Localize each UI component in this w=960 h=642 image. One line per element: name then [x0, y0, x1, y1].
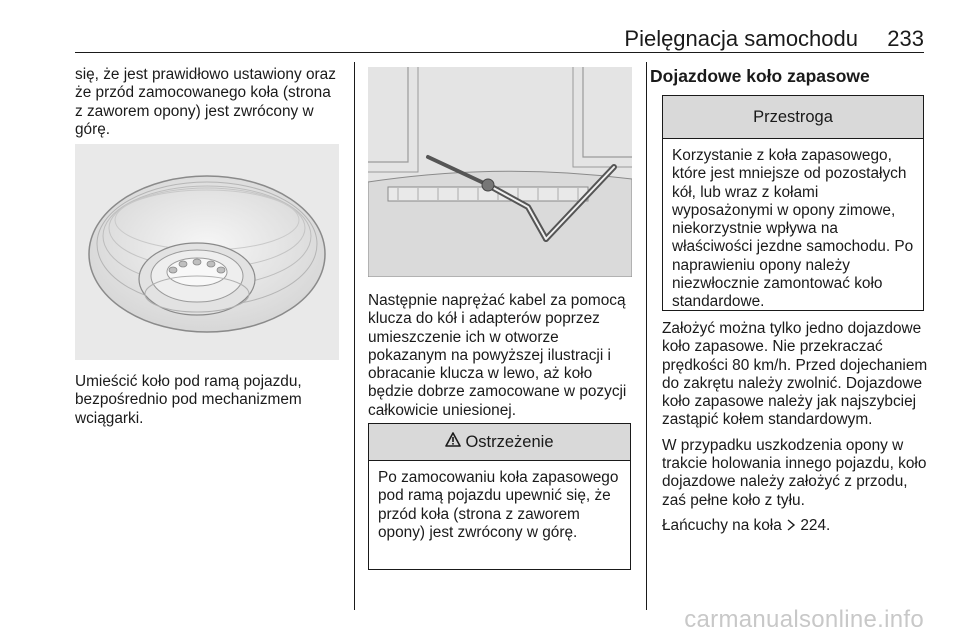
caution-text: Korzystanie z koła zapasowego, które jest mniejsze od pozostałych kół, lub wraz z kołami wyposażonymi w opony zimowe, niekorzystnie wpływa na właściwości jezdne samochodu. Po naprawieniu opony należy niezwłocznie zamontować koło standardowe.	[672, 147, 914, 311]
page-header	[75, 26, 924, 52]
warning-box	[368, 423, 631, 570]
middle-column-text	[368, 292, 636, 427]
column-divider-right	[646, 62, 647, 610]
caution-title: Przestroga	[753, 107, 833, 126]
spare-wheel-illustration	[75, 144, 339, 360]
caution-box	[662, 95, 924, 311]
section-heading: Dojazdowe koło zapasowe	[650, 66, 870, 86]
warning-header	[369, 424, 630, 461]
page-number: 233	[887, 26, 924, 51]
snow-chains-paragraph	[662, 517, 928, 535]
snow-chains-page-link[interactable]: 224.	[800, 516, 831, 534]
column-divider-left	[354, 62, 355, 610]
warning-triangle-icon	[445, 432, 461, 452]
watermark: carmanualsonline.info	[684, 606, 924, 633]
right-column-text	[662, 320, 928, 542]
towing-paragraph: W przypadku uszkodzenia opony w trakcie holowania innego pojazdu, koło dojazdowe należy założyć z przodu, zaś pełne koło z tyłu.	[662, 436, 927, 509]
spare-usage-paragraph: Założyć można tylko jedno dojazdowe koło zapasowe. Nie przekraczać prędkości 80 km/h. Przed dojechaniem do zakrętu należy zwolnić. Dojazdowe koło zapasowe należy jak najszybciej zastąpić kołem standardowym.	[662, 320, 928, 429]
warning-title: Ostrzeżenie	[465, 432, 554, 451]
page-title: Pielęgnacja samochodu	[624, 26, 858, 51]
tension-paragraph: Następnie naprężać kabel za pomocą klucza do kół i adapterów poprzez umieszczenie ich w otworze pokazanym na powyższej ilustracji i obracanie klucza w lewo, aż koło będzie dobrze zamocowane w pozycji całkowicie uniesionej.	[368, 292, 627, 419]
intro-paragraph: się, że jest prawidłowo ustawiony oraz że przód zamocowanego koła (strona z zaworem opony) jest zwrócony w górę.	[75, 66, 336, 138]
left-column-intro	[75, 66, 341, 146]
warning-text: Po zamocowaniu koła zapasowego pod ramą pojazdu upewnić się, że przód koła (strona z zaworem opony) jest zwrócony w górę.	[378, 469, 619, 541]
left-column-after	[75, 373, 341, 435]
placement-paragraph: Umieścić koło pod ramą pojazdu, bezpośrednio pod mechanizmem wciągarki.	[75, 373, 302, 427]
header-divider	[75, 52, 924, 53]
caution-header	[663, 96, 923, 139]
snow-chains-label: Łańcuchy na koła	[662, 516, 782, 534]
page-reference-arrow-icon	[786, 517, 796, 534]
winch-key-illustration	[368, 67, 632, 277]
